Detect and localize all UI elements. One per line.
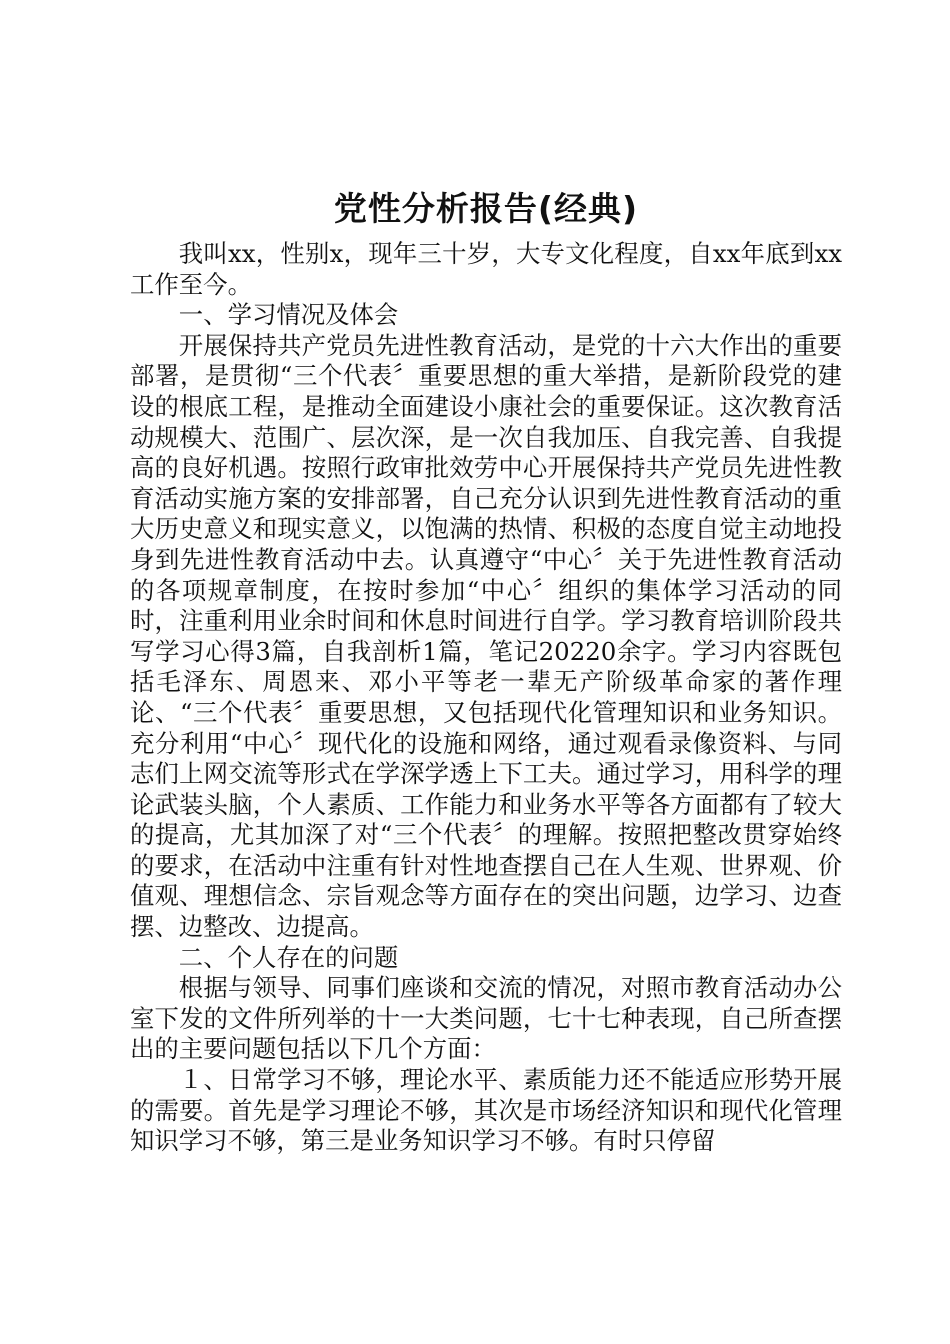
problem-item-1-paragraph: １、日常学习不够，理论水平、素质能力还不能适应形势开展的需要。首先是学习理论不够，其次是市场经济知识和现代化管理知识学习不够，第三是业务知识学习不够。有时只停留 <box>130 1065 842 1156</box>
study-paragraph: 开展保持共产党员先进性教育活动，是党的十六大作出的重要部署，是贯彻“三个代表〞重要思想的重大举措，是新阶段党的建设的根底工程，是推动全面建设小康社会的重要保证。这次教育活动规模大、范围广、层次深，是一次自我加压、自我完善、自我提高的良好机遇。按照行政审批效劳中心开展保持共产党员先进性教育活动实施方案的安排部署，自己充分认识到先进性教育活动的重大历史意义和现实意义，以饱满的热情、积极的态度自觉主动地投身到先进性教育活动中去。认真遵守“中心〞关于先进性教育活动的各项规章制度，在按时参加“中心〞组织的集体学习活动的同时，注重利用业余时间和休息时间进行自学。学习教育培训阶段共写学习心得3篇，自我剖析1篇，笔记20220余字。学习内容既包括毛泽东、周恩来、邓小平等老一辈无产阶级革命家的著作理论、“三个代表〞重要思想，又包括现代化管理知识和业务知识。充分利用“中心〞现代化的设施和网络，通过观看录像资料、与同志们上网交流等形式在学深学透上下工夫。通过学习，用科学的理论武装头脑，个人素质、工作能力和业务水平等各方面都有了较大的提高，尤其加深了对“三个代表〞的理解。按照把整改贯穿始终的要求，在活动中注重有针对性地查摆自己在人生观、世界观、价值观、理想信念、宗旨观念等方面存在的突出问题，边学习、边查摆、边整改、边提高。 <box>130 330 842 942</box>
intro-paragraph: 我叫xx，性别x，现年三十岁，大专文化程度，自xx年底到xx工作至今。 <box>130 239 842 299</box>
section-heading-study: 一、学习情况及体会 <box>178 300 399 330</box>
section-heading-problems: 二、个人存在的问题 <box>178 942 399 972</box>
problems-intro-paragraph: 根据与领导、同事们座谈和交流的情况，对照市教育活动办公室下发的文件所列举的十一大类问题，七十七种表现，自己所查摆出的主要问题包括以下几个方面： <box>130 973 842 1064</box>
document-title: 党性分析报告(经典) <box>333 189 639 228</box>
document-page <box>130 183 842 1157</box>
